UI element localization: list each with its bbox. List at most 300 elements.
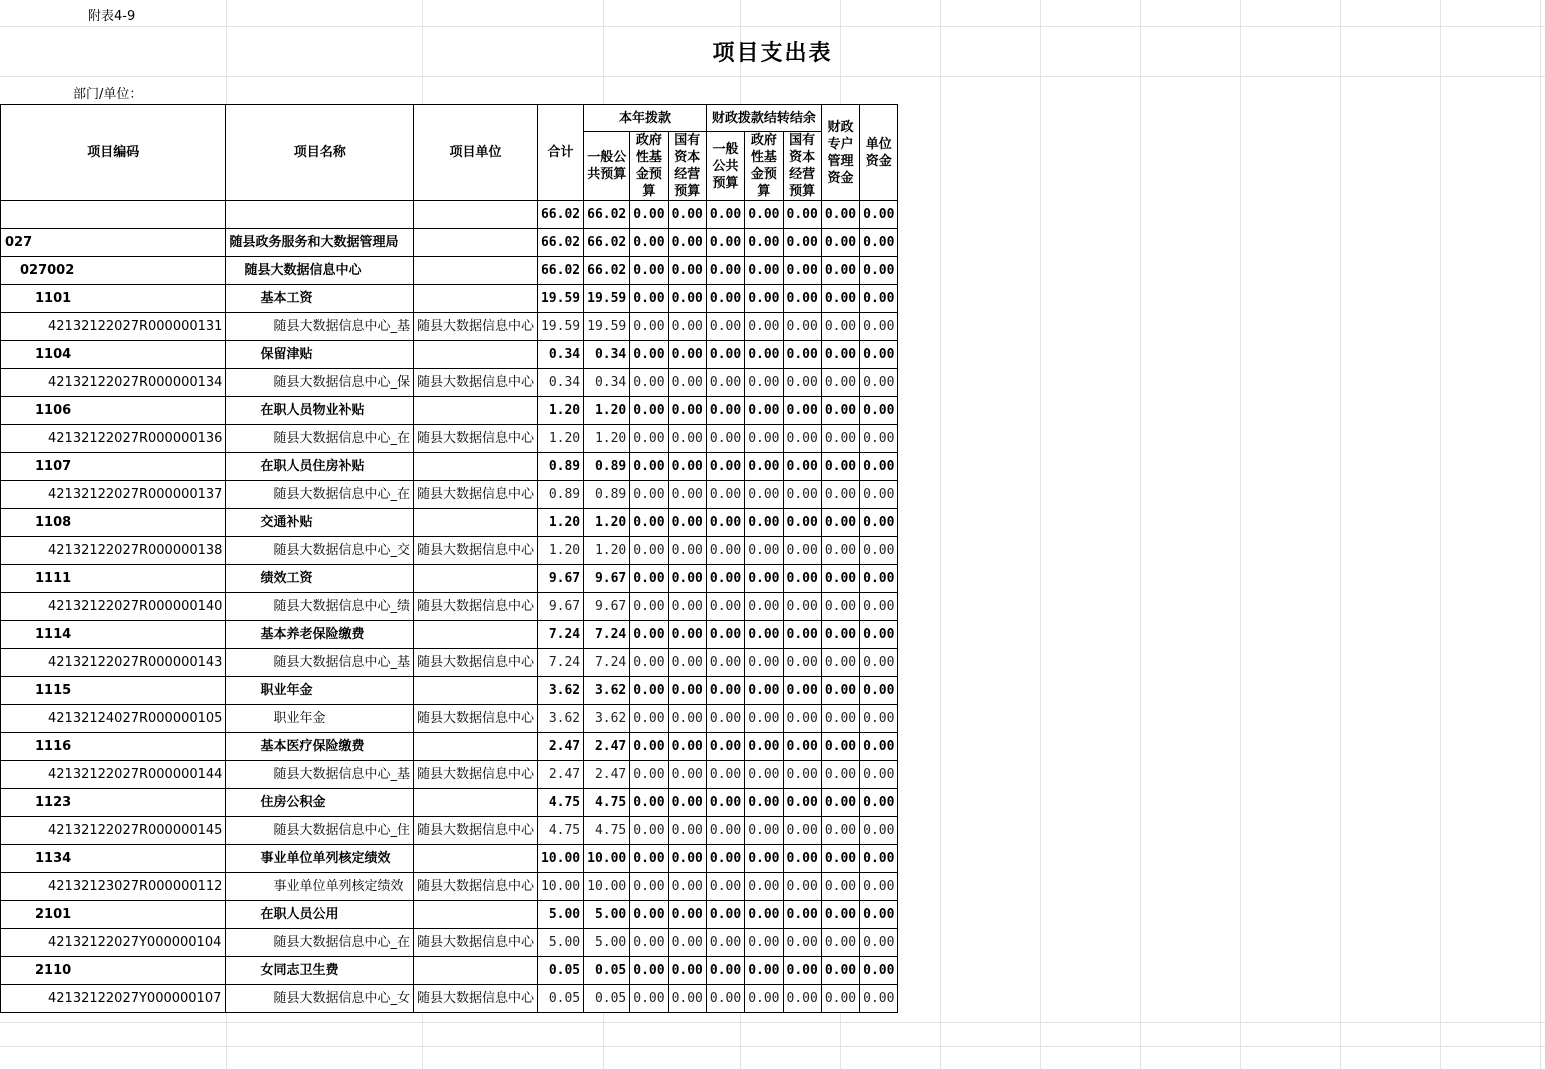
- cell-amount: 0.00: [745, 565, 783, 593]
- cell-amount: 5.00: [584, 929, 630, 957]
- cell-project-code: 027002: [1, 257, 226, 285]
- cell-project-code: 42132122027R000000131: [1, 313, 226, 341]
- cell-project-code: 42132124027R000000105: [1, 705, 226, 733]
- cell-project-unit: 随县大数据信息中心: [413, 929, 537, 957]
- cell-amount: 0.00: [706, 537, 744, 565]
- cell-amount: 0.00: [706, 481, 744, 509]
- cell-amount: 0.00: [630, 929, 668, 957]
- cell-amount: 0.00: [745, 901, 783, 929]
- cell-amount: 0.00: [668, 369, 706, 397]
- cell-project-code: [1, 201, 226, 229]
- cell-amount: 0.00: [821, 565, 859, 593]
- cell-project-unit: [413, 733, 537, 761]
- cell-amount: 0.00: [706, 733, 744, 761]
- cell-amount: 0.00: [668, 313, 706, 341]
- cell-amount: 3.62: [584, 705, 630, 733]
- cell-amount: 0.00: [860, 593, 898, 621]
- cell-amount: 1.20: [584, 537, 630, 565]
- cell-amount: 0.00: [745, 957, 783, 985]
- cell-amount: 0.05: [537, 985, 583, 1013]
- cell-amount: 0.00: [630, 201, 668, 229]
- cell-amount: 0.00: [668, 481, 706, 509]
- table-row: [1, 985, 898, 1013]
- cell-amount: 0.00: [860, 537, 898, 565]
- cell-amount: 0.00: [783, 425, 821, 453]
- cell-amount: 0.00: [783, 845, 821, 873]
- table-row: [1, 705, 898, 733]
- cell-project-name: 随县大数据信息中心_绩: [226, 593, 414, 621]
- cell-amount: 0.00: [630, 649, 668, 677]
- cell-project-unit: [413, 677, 537, 705]
- cell-amount: 0.00: [783, 733, 821, 761]
- cell-amount: 0.00: [783, 873, 821, 901]
- table-row: [1, 901, 898, 929]
- cell-amount: 2.47: [584, 761, 630, 789]
- cell-amount: 0.34: [537, 369, 583, 397]
- cell-amount: 0.00: [860, 901, 898, 929]
- cell-project-code: 42132122027R000000144: [1, 761, 226, 789]
- table-row: [1, 957, 898, 985]
- cell-amount: 0.00: [860, 285, 898, 313]
- cell-amount: 0.00: [745, 733, 783, 761]
- cell-amount: 0.00: [860, 677, 898, 705]
- cell-amount: 0.00: [668, 789, 706, 817]
- cell-amount: 0.34: [584, 341, 630, 369]
- cell-amount: 0.00: [706, 789, 744, 817]
- cell-amount: 0.00: [783, 985, 821, 1013]
- col-header-unit-fund: 单位资金: [860, 105, 898, 201]
- table-row: [1, 201, 898, 229]
- cell-project-code: 1107: [1, 453, 226, 481]
- cell-amount: 0.00: [745, 229, 783, 257]
- cell-amount: 0.00: [745, 593, 783, 621]
- cell-project-unit: [413, 453, 537, 481]
- cell-amount: 0.00: [745, 873, 783, 901]
- cell-amount: 0.00: [745, 621, 783, 649]
- cell-project-unit: [413, 957, 537, 985]
- cell-project-name: 随县大数据信息中心_住: [226, 817, 414, 845]
- cell-amount: 0.00: [706, 453, 744, 481]
- cell-amount: 2.47: [537, 733, 583, 761]
- table-row: [1, 313, 898, 341]
- cell-amount: 0.00: [745, 257, 783, 285]
- cell-amount: 0.00: [745, 509, 783, 537]
- cell-amount: 0.00: [821, 453, 859, 481]
- cell-amount: 0.00: [821, 761, 859, 789]
- cell-project-code: 1108: [1, 509, 226, 537]
- cell-amount: 0.00: [745, 369, 783, 397]
- table-row: [1, 285, 898, 313]
- cell-amount: 9.67: [537, 593, 583, 621]
- cell-amount: 0.00: [860, 341, 898, 369]
- cell-amount: 19.59: [584, 313, 630, 341]
- cell-amount: 0.00: [630, 313, 668, 341]
- table-row: [1, 341, 898, 369]
- cell-amount: 0.00: [706, 929, 744, 957]
- cell-project-name: 职业年金: [226, 705, 414, 733]
- cell-amount: 9.67: [584, 565, 630, 593]
- cell-amount: 0.00: [668, 817, 706, 845]
- cell-project-code: 42132123027R000000112: [1, 873, 226, 901]
- cell-amount: 0.00: [745, 677, 783, 705]
- cell-amount: 2.47: [584, 733, 630, 761]
- cell-amount: 0.00: [783, 789, 821, 817]
- cell-project-unit: 随县大数据信息中心: [413, 817, 537, 845]
- cell-project-code: 42132122027Y000000107: [1, 985, 226, 1013]
- cell-amount: 0.00: [668, 509, 706, 537]
- cell-amount: 0.00: [745, 285, 783, 313]
- cell-amount: 0.00: [630, 369, 668, 397]
- cell-amount: 0.05: [584, 957, 630, 985]
- page-title: 项目支出表: [712, 40, 833, 66]
- cell-amount: 0.00: [668, 397, 706, 425]
- cell-amount: 0.00: [706, 285, 744, 313]
- cell-amount: 0.00: [630, 677, 668, 705]
- table-row: [1, 593, 898, 621]
- cell-amount: 0.05: [537, 957, 583, 985]
- cell-project-name: 职业年金: [226, 677, 414, 705]
- cell-project-name: 随县大数据信息中心_在: [226, 929, 414, 957]
- cell-amount: 1.20: [537, 397, 583, 425]
- cell-amount: 4.75: [584, 789, 630, 817]
- cell-project-code: 42132122027R000000134: [1, 369, 226, 397]
- cell-project-unit: 随县大数据信息中心: [413, 985, 537, 1013]
- cell-amount: 4.75: [584, 817, 630, 845]
- cell-amount: 0.00: [630, 957, 668, 985]
- cell-amount: 0.00: [668, 537, 706, 565]
- cell-amount: 10.00: [584, 845, 630, 873]
- cell-amount: 0.00: [630, 733, 668, 761]
- table-row: [1, 845, 898, 873]
- table-row: [1, 369, 898, 397]
- cell-amount: 0.00: [821, 201, 859, 229]
- col-header-name: 项目名称: [226, 105, 414, 201]
- cell-amount: 0.00: [783, 705, 821, 733]
- col-header-state-capital-budget: 国有资本经营预算: [668, 132, 706, 201]
- cell-amount: 0.00: [860, 453, 898, 481]
- cell-project-unit: 随县大数据信息中心: [413, 425, 537, 453]
- cell-project-unit: [413, 201, 537, 229]
- cell-amount: 10.00: [537, 845, 583, 873]
- cell-amount: 0.00: [668, 425, 706, 453]
- cell-amount: 0.00: [783, 593, 821, 621]
- cell-amount: 0.00: [783, 929, 821, 957]
- cell-amount: 0.00: [860, 957, 898, 985]
- cell-project-code: 1101: [1, 285, 226, 313]
- cell-project-name: 在职人员住房补贴: [226, 453, 414, 481]
- cell-amount: 0.00: [706, 593, 744, 621]
- cell-project-name: 随县大数据信息中心_交: [226, 537, 414, 565]
- cell-amount: 0.00: [630, 509, 668, 537]
- cell-project-unit: [413, 901, 537, 929]
- cell-amount: 66.02: [537, 229, 583, 257]
- cell-amount: 0.00: [745, 929, 783, 957]
- cell-amount: 0.00: [630, 425, 668, 453]
- cell-amount: 0.00: [821, 593, 859, 621]
- col-header-carry-gov-fund-budget: 政府性基金预算: [745, 132, 783, 201]
- cell-amount: 0.00: [706, 257, 744, 285]
- cell-project-unit: [413, 229, 537, 257]
- cell-project-name: 女同志卫生费: [226, 957, 414, 985]
- cell-amount: 19.59: [537, 313, 583, 341]
- cell-amount: 5.00: [584, 901, 630, 929]
- cell-project-name: 绩效工资: [226, 565, 414, 593]
- cell-amount: 0.00: [745, 481, 783, 509]
- cell-amount: 0.00: [706, 229, 744, 257]
- cell-amount: 66.02: [537, 201, 583, 229]
- cell-amount: 0.00: [860, 621, 898, 649]
- cell-amount: 0.00: [706, 425, 744, 453]
- cell-amount: 0.00: [783, 761, 821, 789]
- cell-amount: 0.00: [706, 761, 744, 789]
- table-row: [1, 257, 898, 285]
- table-row: [1, 425, 898, 453]
- cell-project-name: 随县大数据信息中心_基: [226, 761, 414, 789]
- col-header-carry-state-capital-budget: 国有资本经营预算: [783, 132, 821, 201]
- cell-amount: 0.00: [668, 677, 706, 705]
- cell-amount: 0.00: [821, 537, 859, 565]
- cell-project-unit: [413, 397, 537, 425]
- cell-amount: 0.00: [821, 229, 859, 257]
- cell-amount: 0.00: [860, 313, 898, 341]
- cell-amount: 0.00: [706, 677, 744, 705]
- cell-amount: 0.00: [630, 845, 668, 873]
- cell-project-name: 随县大数据信息中心: [226, 257, 414, 285]
- cell-amount: 0.00: [706, 957, 744, 985]
- cell-project-name: 随县大数据信息中心_女: [226, 985, 414, 1013]
- cell-project-name: 随县大数据信息中心_在: [226, 481, 414, 509]
- cell-amount: 66.02: [537, 257, 583, 285]
- cell-amount: 0.00: [745, 453, 783, 481]
- cell-amount: 0.00: [630, 621, 668, 649]
- cell-amount: 0.00: [860, 481, 898, 509]
- cell-amount: 0.00: [630, 705, 668, 733]
- cell-amount: 0.00: [630, 817, 668, 845]
- table-row: [1, 537, 898, 565]
- table-row: [1, 397, 898, 425]
- cell-amount: 0.00: [668, 761, 706, 789]
- cell-project-name: 事业单位单列核定绩效: [226, 845, 414, 873]
- cell-project-code: 1104: [1, 341, 226, 369]
- cell-amount: 0.00: [630, 341, 668, 369]
- cell-project-name: 基本养老保险缴费: [226, 621, 414, 649]
- table-body: [1, 201, 898, 1013]
- cell-amount: 0.00: [668, 285, 706, 313]
- cell-amount: 0.00: [821, 509, 859, 537]
- cell-amount: 0.00: [783, 957, 821, 985]
- cell-project-unit: [413, 789, 537, 817]
- cell-amount: 1.20: [537, 425, 583, 453]
- cell-amount: 9.67: [584, 593, 630, 621]
- cell-project-unit: [413, 565, 537, 593]
- table-row: [1, 733, 898, 761]
- cell-amount: 0.00: [860, 257, 898, 285]
- cell-amount: 0.00: [821, 621, 859, 649]
- col-header-special-fund: 财政专户管理资金: [821, 105, 859, 201]
- col-header-general-budget: 一般公共预算: [584, 132, 630, 201]
- cell-project-unit: [413, 621, 537, 649]
- cell-amount: 0.00: [821, 369, 859, 397]
- cell-project-unit: 随县大数据信息中心: [413, 649, 537, 677]
- cell-amount: 0.00: [860, 705, 898, 733]
- cell-amount: 0.00: [706, 817, 744, 845]
- cell-amount: 0.00: [783, 565, 821, 593]
- cell-amount: 0.00: [860, 985, 898, 1013]
- cell-amount: 7.24: [584, 649, 630, 677]
- cell-amount: 0.00: [783, 397, 821, 425]
- col-header-gov-fund-budget: 政府性基金预算: [630, 132, 668, 201]
- cell-amount: 0.00: [706, 901, 744, 929]
- cell-amount: 1.20: [537, 537, 583, 565]
- cell-project-code: 42132122027R000000140: [1, 593, 226, 621]
- cell-amount: 0.00: [745, 985, 783, 1013]
- cell-project-name: 随县大数据信息中心_在: [226, 425, 414, 453]
- cell-amount: 0.00: [706, 845, 744, 873]
- cell-amount: 10.00: [584, 873, 630, 901]
- cell-project-code: 1123: [1, 789, 226, 817]
- table-row: [1, 565, 898, 593]
- cell-amount: 0.00: [783, 817, 821, 845]
- cell-amount: 0.00: [783, 313, 821, 341]
- cell-amount: 9.67: [537, 565, 583, 593]
- cell-amount: 0.00: [668, 565, 706, 593]
- cell-amount: 19.59: [584, 285, 630, 313]
- cell-project-code: 1106: [1, 397, 226, 425]
- cell-project-name: 基本工资: [226, 285, 414, 313]
- cell-project-unit: 随县大数据信息中心: [413, 705, 537, 733]
- col-header-carry-general-budget: 一般公共预算: [706, 132, 744, 201]
- cell-amount: 0.00: [706, 565, 744, 593]
- cell-amount: 0.00: [630, 229, 668, 257]
- cell-project-code: 42132122027R000000143: [1, 649, 226, 677]
- cell-amount: 0.00: [783, 369, 821, 397]
- cell-amount: 0.00: [821, 873, 859, 901]
- cell-amount: 0.00: [745, 705, 783, 733]
- cell-amount: 0.00: [706, 341, 744, 369]
- cell-amount: 0.00: [783, 509, 821, 537]
- table-row: [1, 873, 898, 901]
- cell-project-code: 42132122027R000000136: [1, 425, 226, 453]
- table-row: [1, 677, 898, 705]
- col-header-unit: 项目单位: [413, 105, 537, 201]
- cell-project-code: 027: [1, 229, 226, 257]
- cell-amount: 7.24: [584, 621, 630, 649]
- cell-amount: 0.00: [783, 453, 821, 481]
- cell-amount: 0.00: [630, 257, 668, 285]
- cell-project-unit: [413, 845, 537, 873]
- cell-amount: 0.00: [821, 481, 859, 509]
- col-header-code: 项目编码: [1, 105, 226, 201]
- cell-amount: 1.20: [584, 397, 630, 425]
- col-header-total: 合计: [537, 105, 583, 201]
- cell-project-code: 2110: [1, 957, 226, 985]
- cell-amount: 0.00: [821, 313, 859, 341]
- cell-amount: 0.00: [783, 677, 821, 705]
- cell-amount: 0.00: [745, 201, 783, 229]
- cell-amount: 0.89: [584, 481, 630, 509]
- cell-amount: 0.00: [821, 789, 859, 817]
- cell-amount: 0.00: [783, 481, 821, 509]
- cell-amount: 4.75: [537, 817, 583, 845]
- cell-amount: 1.20: [584, 425, 630, 453]
- cell-project-name: 在职人员公用: [226, 901, 414, 929]
- cell-project-name: 事业单位单列核定绩效: [226, 873, 414, 901]
- cell-project-name: 随县大数据信息中心_保: [226, 369, 414, 397]
- cell-amount: 0.00: [860, 789, 898, 817]
- cell-project-name: 随县政务服务和大数据管理局: [226, 229, 414, 257]
- cell-project-name: 随县大数据信息中心_基: [226, 313, 414, 341]
- cell-amount: 0.00: [668, 341, 706, 369]
- cell-amount: 7.24: [537, 621, 583, 649]
- cell-amount: 0.00: [860, 929, 898, 957]
- cell-amount: 0.00: [668, 201, 706, 229]
- table-row: [1, 509, 898, 537]
- cell-amount: 0.00: [783, 257, 821, 285]
- cell-amount: 0.00: [745, 425, 783, 453]
- cell-amount: 2.47: [537, 761, 583, 789]
- cell-amount: 3.62: [537, 705, 583, 733]
- cell-amount: 0.00: [706, 705, 744, 733]
- table-row: [1, 649, 898, 677]
- cell-amount: 0.00: [860, 761, 898, 789]
- cell-amount: 0.00: [860, 845, 898, 873]
- cell-amount: 0.00: [745, 761, 783, 789]
- cell-project-code: 42132122027R000000137: [1, 481, 226, 509]
- cell-amount: 0.00: [860, 397, 898, 425]
- cell-amount: 66.02: [584, 229, 630, 257]
- cell-amount: 0.34: [537, 341, 583, 369]
- cell-amount: 0.00: [745, 313, 783, 341]
- cell-amount: 0.00: [783, 285, 821, 313]
- table-row: [1, 817, 898, 845]
- cell-amount: 0.00: [706, 369, 744, 397]
- cell-amount: 0.00: [630, 593, 668, 621]
- cell-amount: 0.00: [821, 901, 859, 929]
- cell-amount: 0.00: [630, 789, 668, 817]
- cell-amount: 0.00: [860, 509, 898, 537]
- cell-amount: 0.00: [630, 565, 668, 593]
- cell-project-name: 保留津贴: [226, 341, 414, 369]
- table-row: [1, 789, 898, 817]
- cell-amount: 0.00: [783, 201, 821, 229]
- cell-amount: 0.00: [668, 593, 706, 621]
- cell-amount: 0.00: [821, 957, 859, 985]
- cell-amount: 0.00: [860, 369, 898, 397]
- cell-amount: 0.00: [783, 229, 821, 257]
- cell-amount: 0.00: [706, 313, 744, 341]
- cell-amount: 0.00: [860, 817, 898, 845]
- cell-amount: 0.00: [630, 397, 668, 425]
- cell-amount: 0.00: [745, 537, 783, 565]
- cell-project-unit: 随县大数据信息中心: [413, 537, 537, 565]
- cell-amount: 0.00: [821, 649, 859, 677]
- cell-amount: 0.89: [537, 453, 583, 481]
- cell-amount: 0.00: [668, 257, 706, 285]
- cell-amount: 0.00: [821, 929, 859, 957]
- cell-project-unit: 随县大数据信息中心: [413, 593, 537, 621]
- cell-amount: 0.00: [745, 341, 783, 369]
- cell-amount: 0.34: [584, 369, 630, 397]
- cell-amount: 0.00: [630, 873, 668, 901]
- cell-amount: 0.00: [745, 817, 783, 845]
- table-row: [1, 621, 898, 649]
- table-row: [1, 229, 898, 257]
- cell-amount: 0.00: [630, 453, 668, 481]
- cell-amount: 0.00: [668, 873, 706, 901]
- cell-amount: 0.00: [821, 285, 859, 313]
- table-row: [1, 481, 898, 509]
- cell-amount: 0.00: [668, 733, 706, 761]
